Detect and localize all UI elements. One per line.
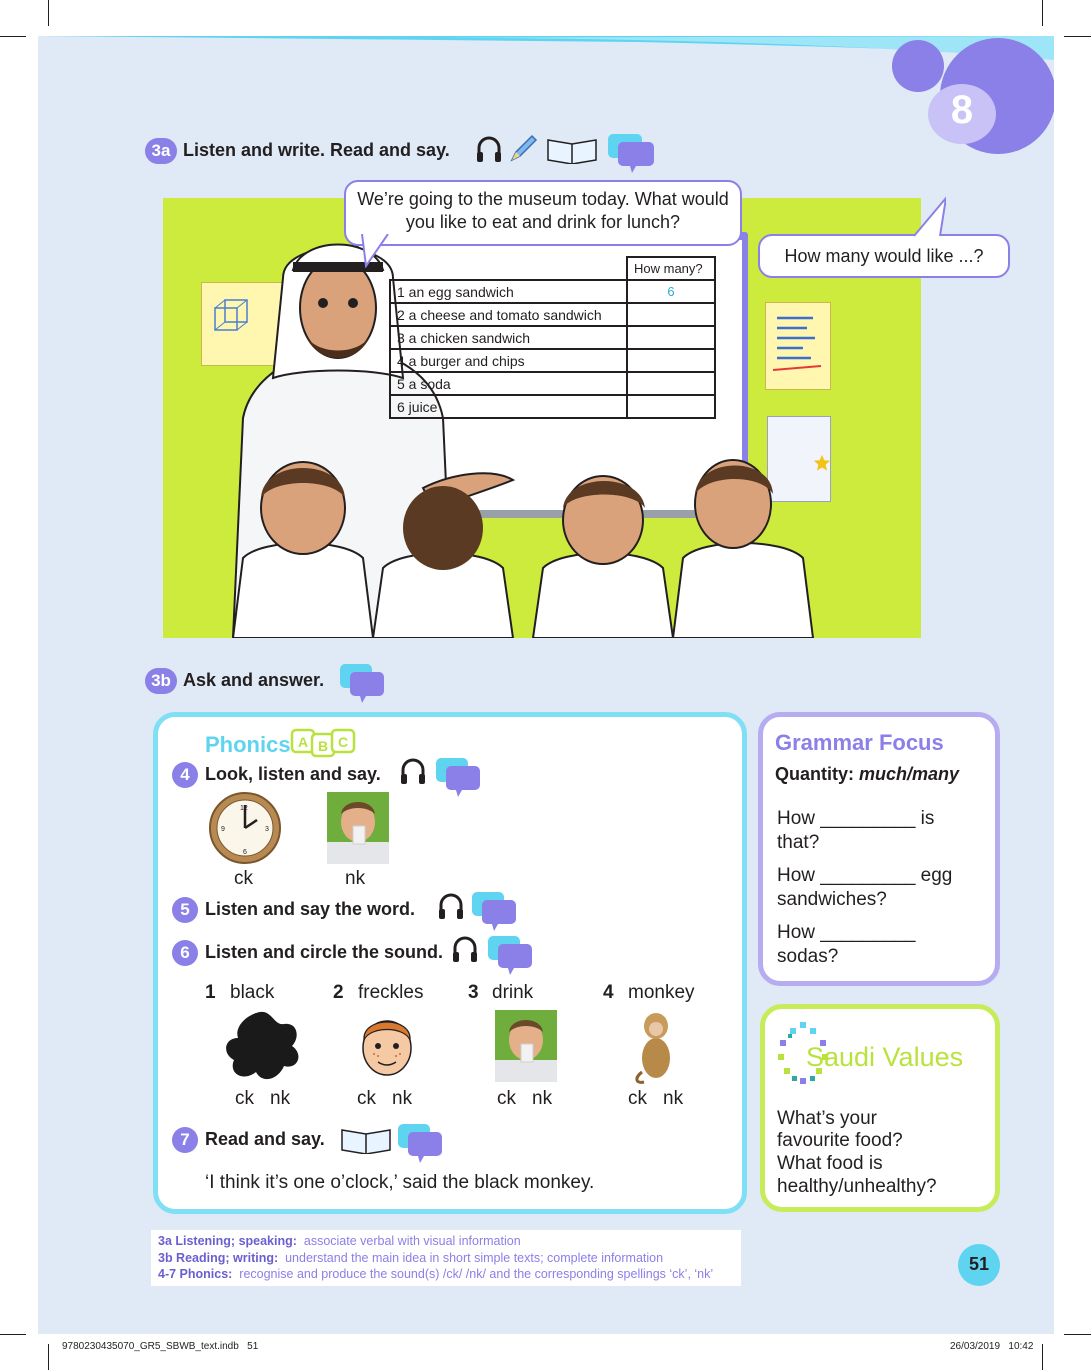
saudi-values-line: healthy/unhealthy? [777,1176,937,1197]
exercise-3b-badge: 3b [145,668,177,694]
objective-line [158,1251,663,1265]
exercise-5-number: 5 [172,897,198,923]
teacher-speech-bubble [344,180,742,246]
grammar-question-line: sodas? [777,946,839,967]
teacher-speech-text: We’re going to the museum today. What would you like to eat and drink for lunch? [357,189,729,232]
table-count[interactable] [627,395,715,418]
poster-lines [773,312,823,382]
exercise-3b-instruction: Ask and answer. [183,670,325,690]
grammar-focus-title: Grammar Focus [775,730,944,755]
book-icon [546,134,598,164]
table-count[interactable] [627,372,715,395]
boy-drinking-photo [495,1010,557,1082]
word-item: freckles [358,982,424,1003]
table-count: 6 [627,280,715,303]
objective-line [158,1234,521,1248]
boy-drinking-photo [327,792,389,864]
speech-bubbles-icon [486,934,534,976]
table-header: How many? [627,257,715,280]
objective-text: understand the main idea in short simple texts; complete information [285,1251,664,1265]
headphones-icon [436,891,466,921]
sound-option-nk[interactable]: nk [392,1088,413,1109]
student-speech-text: How many would like ...? [784,246,984,266]
student-figure [663,438,823,638]
sound-option-ck[interactable]: ck [628,1088,647,1109]
table-row [390,280,715,303]
table-row [390,326,715,349]
saudi-values-title: Saudi Values [806,1042,964,1072]
page-number: 51 [968,1254,990,1274]
exercise-4-number: 4 [172,762,198,788]
crop-mark [0,1334,26,1335]
crop-mark [1042,1344,1043,1370]
sound-option-ck[interactable]: ck [235,1088,254,1109]
speech-bubbles-icon [470,890,518,932]
speech-bubbles-icon [338,662,386,704]
word-item: drink [492,982,534,1003]
crop-mark [48,1344,49,1370]
objective-line [158,1267,713,1281]
grammar-question-line: How _________ [777,922,916,943]
table-item: 5 a soda [390,372,627,395]
word-item-number: 3 [468,982,479,1003]
word-item-number: 2 [333,982,344,1003]
grammar-subtitle-label: Quantity: [775,764,854,784]
exercise-6-instruction: Listen and circle the sound. [205,942,444,962]
crop-mark [0,36,26,37]
sound-label-ck: ck [234,868,253,889]
food-table [389,256,716,419]
word-item: monkey [628,982,695,1003]
unit-number: 8 [950,88,974,132]
grammar-focus-subtitle [775,764,959,785]
student-figure [363,478,523,638]
table-row [390,349,715,372]
crop-mark [48,0,49,26]
svg-text:B: B [318,738,329,754]
table-header-row [390,257,715,280]
table-count[interactable] [627,349,715,372]
table-item: 3 a chicken sandwich [390,326,627,349]
speech-tail [360,234,390,268]
table-item: 2 a cheese and tomato sandwich [390,303,627,326]
book-icon [340,1124,392,1154]
print-slug-right: 26/03/2019 10:42 [950,1341,1034,1352]
crop-mark [1042,0,1043,26]
sound-option-ck[interactable]: ck [497,1088,516,1109]
crop-mark [1064,1334,1091,1335]
clock-icon [207,790,283,866]
headphones-icon [474,134,504,164]
grammar-question-line: sandwiches? [777,889,887,910]
black-splat-icon [220,1008,304,1086]
speech-bubbles-icon [396,1122,444,1164]
abc-blocks-icon [290,726,358,758]
sound-option-nk[interactable]: nk [270,1088,291,1109]
grammar-question-line: How _________ egg [777,865,953,886]
exercise-4-instruction: Look, listen and say. [205,764,381,784]
svg-text:9: 9 [221,826,225,833]
objective-text: recognise and produce the sound(s) /ck/ /nk/ and the corresponding spellings ‘ck’, ‘nk’ [239,1267,714,1281]
speech-tail [912,196,946,238]
svg-text:12: 12 [240,805,248,812]
word-item-number: 4 [603,982,614,1003]
objective-label: 3b Reading; writing: [158,1251,279,1265]
exercise-7-instruction: Read and say. [205,1129,325,1149]
table-count[interactable] [627,326,715,349]
table-row [390,303,715,326]
sound-option-nk[interactable]: nk [532,1088,553,1109]
table-item: 4 a burger and chips [390,349,627,372]
table-count[interactable] [627,303,715,326]
saudi-values-line: favourite food? [777,1130,903,1151]
tongue-twister-sentence: ‘I think it’s one o’clock,’ said the black monkey. [205,1172,595,1193]
speech-bubbles-icon [434,756,482,798]
monkey-icon [630,1008,680,1086]
word-item-number: 1 [205,982,216,1003]
word-item: black [230,982,275,1003]
table-row [390,372,715,395]
pencil-icon [508,132,540,164]
crop-mark [1064,36,1091,37]
objective-label: 4-7 Phonics: [158,1267,233,1281]
grammar-question-line: that? [777,832,820,853]
svg-text:3: 3 [265,826,269,833]
sound-label-nk: nk [345,868,366,889]
exercise-5-instruction: Listen and say the word. [205,899,416,919]
print-slug-left: 9780230435070_GR5_SBWB_text.indb 51 [62,1341,259,1352]
svg-text:A: A [298,734,309,750]
freckled-boy-icon [356,1008,418,1080]
svg-text:C: C [338,734,349,750]
saudi-values-line: What’s your [777,1108,877,1129]
exercise-3a-instruction: Listen and write. Read and say. [183,140,450,160]
exercise-7-number: 7 [172,1127,198,1153]
grammar-question-line: How _________ is [777,808,935,829]
phonics-title: Phonics [205,732,291,757]
grammar-subtitle-topic: much/many [859,764,960,784]
table-item: 1 an egg sandwich [390,280,627,303]
headphones-icon [450,934,480,964]
table-item: 6 juice [390,395,627,418]
speech-bubbles-icon [606,132,656,174]
exercise-3a-badge: 3a [145,138,177,164]
objective-label: 3a Listening; speaking: [158,1234,297,1248]
exercise-6-number: 6 [172,940,198,966]
svg-text:6: 6 [243,849,247,856]
objective-text: associate verbal with visual information [303,1234,521,1248]
student-speech-bubble [758,234,1010,278]
sound-option-ck[interactable]: ck [357,1088,376,1109]
saudi-values-line: What food is [777,1153,883,1174]
sound-option-nk[interactable]: nk [663,1088,684,1109]
table-row [390,395,715,418]
table-cell [390,257,627,280]
headphones-icon [398,756,428,786]
